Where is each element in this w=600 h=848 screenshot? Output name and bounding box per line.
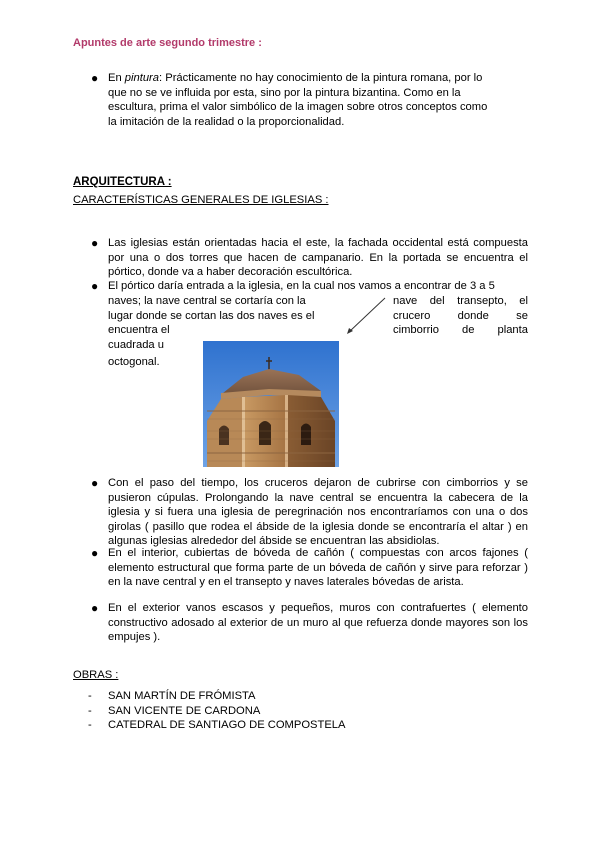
bullet-interior: ● En el interior, cubiertas de bóveda de cañón ( compuestas con arcos fajones ( elemento estructural que forma parte de un bóveda de cañón y sirve para reforzar ) en la nave central y en el transepto y naves laterales bóvedas de arista. [91, 546, 528, 589]
intro-paragraph: ● En pintura: Prácticamente no hay conocimiento de la pintura romana, por lo que no se ve influida por esta, sino por la pintura bizantina. Como en la escultura, prima el valor simbólico de la imagen sobre otros conceptos como la imitación de la realidad o la proporcionalidad. [91, 71, 488, 128]
section-heading-arquitectura: ARQUITECTURA : [73, 176, 172, 188]
bullet-orientacion: ● Las iglesias están orientadas hacia el este, la fachada occidental está compuesta por una o dos torres que hacen de campanario. En la portada se encuentra el pórtico, donde va a haber decoración escultórica. [91, 236, 528, 279]
bullet-dot: ● [91, 601, 99, 615]
section-heading-obras: OBRAS : [73, 669, 119, 681]
subheading-caracteristicas: CARACTERÍSTICAS GENERALES DE IGLESIAS : [73, 194, 329, 206]
list-item: - CATEDRAL DE SANTIAGO DE COMPOSTELA [88, 719, 346, 732]
list-item: - SAN VICENTE DE CARDONA [88, 704, 261, 717]
bullet-exterior: ● En el exterior vanos escasos y pequeños, muros con contrafuertes ( elemento constructivo adosado al exterior de un muro al que refuerza donde mayores son los empujes ). [91, 601, 528, 644]
bullet-dot: ● [91, 546, 99, 560]
list-item: - SAN MARTÍN DE FRÓMISTA [88, 690, 256, 702]
portico-right-column: nave del transepto, el crucero donde se cimborrio de planta [393, 295, 528, 337]
italic-term: pintura [124, 72, 160, 84]
bullet-dot: ● [91, 71, 99, 85]
portico-left-column: naves; la nave central se cortaría con la lugar donde se cortan las dos naves es el encuentra el cuadrada u [108, 295, 315, 351]
bullet-cupulas: ● Con el paso del tiempo, los cruceros dejaron de cubrirse con cimborrios y se pusieron cúpulas. Prolongando la nave central se encuentra la cabecera de la iglesia y si fuera una iglesia de peregrinación nos encontraríamos con una o dos girolas ( pasillo que rodea el ábside de la iglesia donde se encontraría el altar ) en algunas iglesias alrededor del ábside se encuentran las absidiolas. [91, 476, 528, 548]
portico-last-line: octogonal. [108, 356, 160, 368]
bullet-dot: ● [91, 236, 99, 250]
bullet-dot: ● [91, 476, 99, 490]
obras-list [88, 689, 345, 733]
document-header: Apuntes de arte segundo trimestre : [73, 37, 262, 49]
cimborrio-photo [203, 341, 339, 467]
arrow-pointer-icon [345, 296, 387, 336]
bullet-portico: ● El pórtico daría entrada a la iglesia, en la cual nos vamos a encontrar de 3 a 5 [91, 279, 495, 293]
bullet-dot: ● [91, 279, 99, 293]
